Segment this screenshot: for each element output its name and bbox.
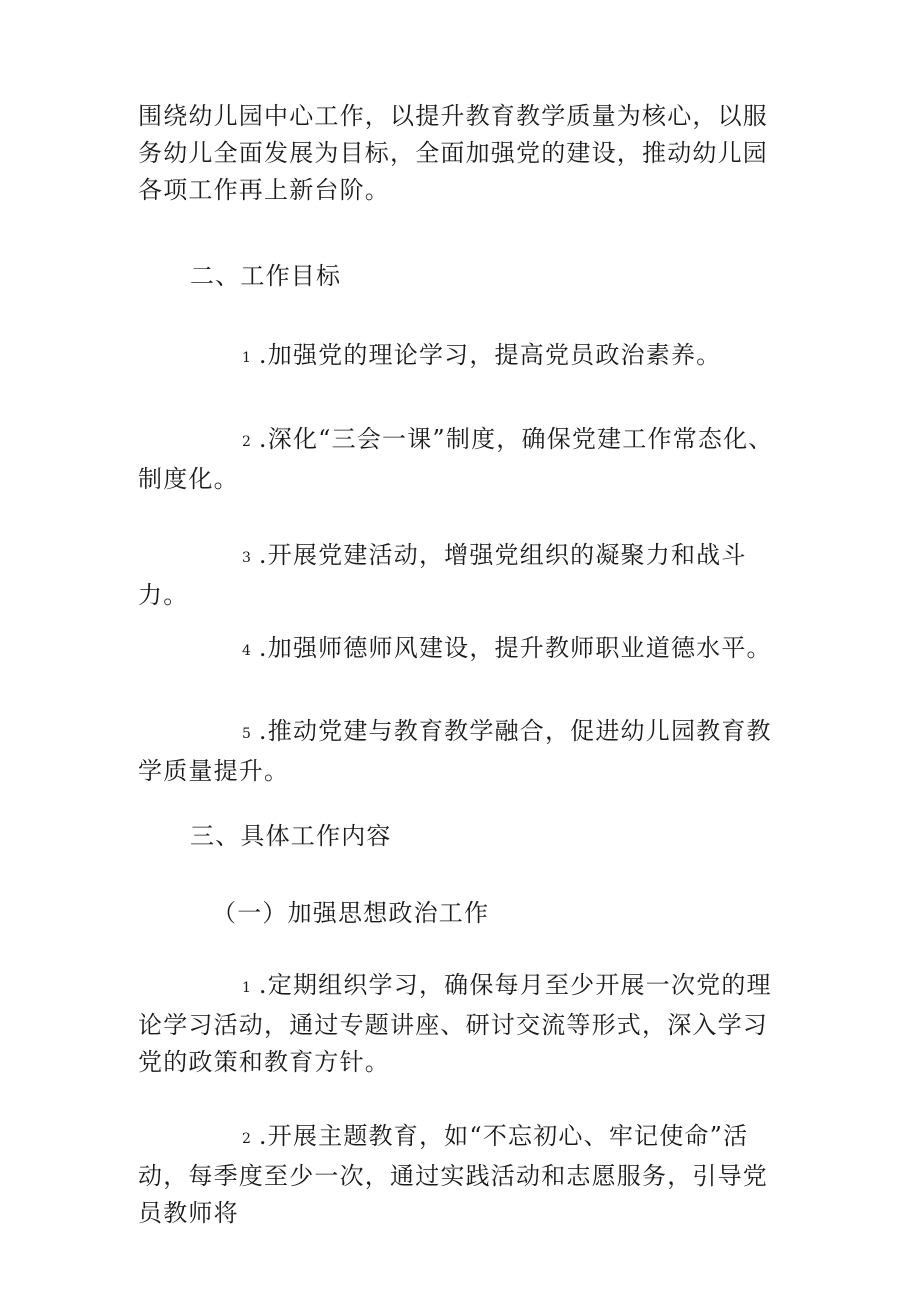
item-number: 2 bbox=[242, 1131, 251, 1147]
subsection-heading: （一）加强思想政治工作 bbox=[212, 899, 490, 927]
goal-item bbox=[138, 421, 788, 498]
goal-item bbox=[138, 337, 788, 377]
goal-number: 2 bbox=[242, 434, 251, 450]
intro-paragraph: 围绕幼儿园中心工作，以提升教育教学质量为核心，以服务幼儿全面发展为目标，全面加强党的建设，推动幼儿园各项工作再上新台阶。 bbox=[138, 102, 768, 204]
goal-item bbox=[138, 630, 788, 670]
item-text: .开展主题教育，如“不忘初心、牢记使命”活动，每季度至少一次，通过实践活动和志愿服务，引导党员教师将 bbox=[138, 1122, 768, 1227]
content-item bbox=[138, 1118, 788, 1232]
content-item bbox=[138, 967, 788, 1081]
item-number: 1 bbox=[242, 980, 251, 996]
goal-number: 1 bbox=[242, 350, 251, 366]
section-heading-goals: 二、工作目标 bbox=[190, 262, 342, 290]
goal-text: .深化“三会一课”制度，确保党建工作常态化、制度化。 bbox=[138, 425, 774, 493]
item-text: .定期组织学习，确保每月至少开展一次党的理论学习活动，通过专题讲座、研讨交流等形式，深入学习党的政策和教育方针。 bbox=[138, 971, 772, 1076]
goal-text: .推动党建与教育教学融合，促进幼儿园教育教学质量提升。 bbox=[138, 717, 772, 785]
section-heading-content: 三、具体工作内容 bbox=[190, 822, 392, 850]
goal-text: .加强师德师风建设，提升教师职业道德水平。 bbox=[258, 634, 772, 662]
goal-number: 3 bbox=[242, 550, 251, 566]
goal-text: .开展党建活动，增强党组织的凝聚力和战斗力。 bbox=[138, 541, 747, 609]
goal-item bbox=[138, 537, 788, 614]
goal-number: 5 bbox=[242, 726, 251, 742]
goal-number: 4 bbox=[242, 643, 251, 659]
goal-text: .加强党的理论学习，提高党员政治素养。 bbox=[258, 341, 722, 369]
goal-item bbox=[138, 713, 788, 790]
